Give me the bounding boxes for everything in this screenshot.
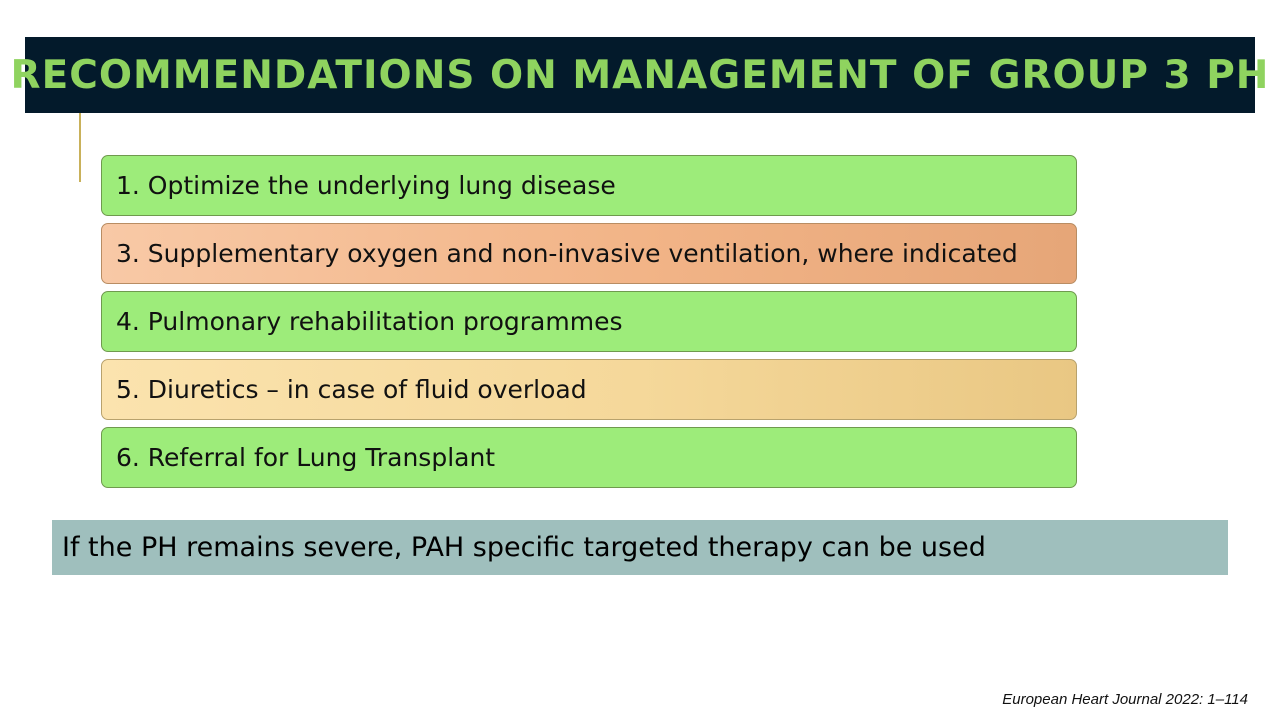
accent-divider <box>79 113 81 182</box>
recommendation-item-4: 4. Pulmonary rehabilitation programmes <box>101 291 1077 352</box>
source-citation: European Heart Journal 2022: 1–114 <box>1002 691 1248 708</box>
recommendation-item-1: 1. Optimize the underlying lung disease <box>101 155 1077 216</box>
slide-title: RECOMMENDATIONS ON MANAGEMENT OF GROUP 3 PH <box>10 52 1270 98</box>
recommendation-item-6: 6. Referral for Lung Transplant <box>101 427 1077 488</box>
recommendation-item-3: 3. Supplementary oxygen and non-invasive ventilation, where indicated <box>101 223 1077 284</box>
recommendation-item-5: 5. Diuretics – in case of fluid overload <box>101 359 1077 420</box>
recommendation-list <box>101 155 1077 495</box>
title-banner <box>10 37 1270 113</box>
severity-note-text: If the PH remains severe, PAH specific targeted therapy can be used <box>62 532 986 563</box>
severity-note-banner <box>52 520 1228 575</box>
